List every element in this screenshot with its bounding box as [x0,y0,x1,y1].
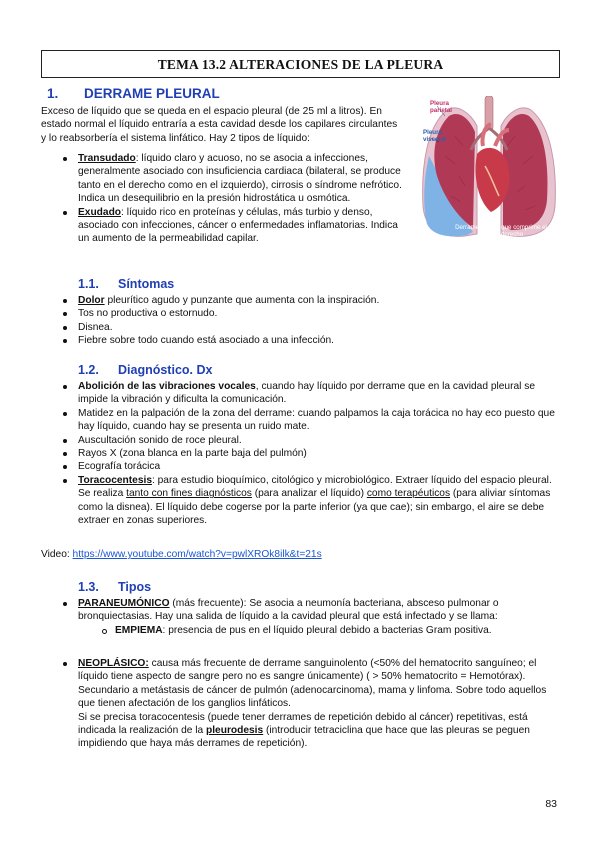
section-heading-sintomas [78,276,174,292]
video-label: Video: [41,549,73,560]
section-title: Tipos [118,580,152,594]
list-item: Dolor pleurítico agudo y punzante que aumenta con la inspiración. [41,294,561,307]
pleural-effusion-figure [415,96,563,248]
section-heading-tipos [78,579,151,595]
list-item: Rayos X (zona blanca en la parte baja del pulmón) [41,447,563,460]
term-paraneumonico: PARANEUMÓNICO [78,598,170,609]
list-item: Fiebre sobre todo cuando está asociado a una infección. [41,334,561,347]
section-heading-diagnostico [78,362,212,378]
page-title: TEMA 13.2 ALTERACIONES DE LA PLEURA [41,50,560,78]
term-transudado: Transudado [78,153,136,164]
list-item: Auscultación sonido de roce pleural. [41,434,563,447]
term-exudado: Exudado [78,206,122,218]
term-neoplasico: NEOPLÁSICO: [78,658,149,669]
tipos-list-2 [41,657,563,751]
intro-paragraph: Exceso de líquido que se queda en el espacio pleural (de 25 ml a litros). En estado normal el líquido entraría a esta cavidad desde los capilares circulantes y lo reabsorbería el sistema linfático. Hay 2 tipos de líquido: [41,106,398,144]
fluid-types-list [41,152,406,246]
list-item: Exudado: líquido rico en proteínas y células, más turbio y denso, asociado con infecciones, cáncer o enfermedades inflamatorias. Indica un aumento de la permeabilidad capilar. [41,206,406,246]
list-item: PARANEUMÓNICO (más frecuente): Se asocia a neumonía bacteriana, absceso pulmonar o bronquiectasias. Hay una salida de líquido a la cavidad pleural que está infectado y se llama: [41,597,561,624]
label-pleura-visceral: Pleura visceral [423,129,447,143]
list-item: Ecografía torácica [41,460,563,473]
video-line [41,548,561,561]
term-empiema: EMPIEMA [115,624,163,636]
term-pleurodesis: pleurodesis [206,725,264,737]
list-item: Tos no productiva o estornudo. [41,307,561,320]
label-pleura-parietal: Pleura parietal [430,100,453,114]
sintomas-list [41,294,561,348]
list-item: Matidez en la palpación de la zona del derrame: cuando palpamos la caja torácica no hay eco puesto que hay líquido, cuando hay se presenta un ruido mate. [41,407,563,434]
page-number: 83 [545,798,557,810]
section-number: 1.3. [78,580,99,594]
tipos-list-1 [41,597,561,637]
section-heading-derrame [41,85,220,103]
term-abolicion: Abolición de las vibraciones vocales [78,381,256,392]
term-toracocentesis: Toracocentesis [78,474,152,486]
list-item: NEOPLÁSICO: causa más frecuente de derrame sanguinolento (<50% del hematocrito sanguíneo; el líquido tiene aspecto de sangre pero no es sangre únicamente) ( > 50% hematocrito = Hemotórax). Secundario a metástasis de cáncer de pulmón (adenocarcinoma), mama y linfoma. Sobre todo aquellos que tienen afectación de los ganglios linfáticos. Si se precisa toracocentesis (puede tener derrames de repetición debido al cáncer) repetitivas, está indicada la realización de la pleurodesis (introducir tetraciclina que hace que las pleuras se peguen impidiendo que haya más derrames de repetición). [41,657,563,751]
list-item: Toracocentesis: para estudio bioquímico, citológico y microbiológico. Extraer líquido del espacio pleural. Se realiza tanto con fines diagnósticos (para analizar el líquido) como terapéuticos (para aliviar síntomas como la disnea). El líquido debe cogerse por la parte inferior (ya que cae); sin embargo, el aire se debe extraer en zonas superiores. [41,474,563,528]
list-item: Disnea. [41,321,561,334]
term-dolor: Dolor [78,295,105,306]
section-title: Síntomas [118,277,175,291]
section-number: 1.2. [78,363,99,377]
video-link[interactable]: https://www.youtube.com/watch?v=pwlXROk8ilk&t=21s [72,549,322,560]
figure-caption: Derrame pleural que comprime el pulmón derecho [455,224,547,239]
list-item: EMPIEMA: presencia de pus en el líquido pleural debido a bacterias Gram positiva. [41,624,561,637]
section-title: Diagnóstico. Dx [118,363,213,377]
section-number: 1.1. [78,277,99,291]
list-item: Abolición de las vibraciones vocales, cuando hay líquido por derrame que en la cavidad pleural se impide la vibración y dificulta la comunicación. [41,380,563,407]
diagnostico-list [41,380,563,527]
section-number: 1. [47,86,59,101]
list-item: Transudado: líquido claro y acuoso, no se asocia a infecciones, generalmente asociado con insuficiencia cardiaca (bilateral, se produce tanto en el derecho como en el izquierdo), cirrosis o síndrome nefrótico. Indica un desequilibrio en la presión hidrostática u osmótica. [41,152,406,206]
section-title: DERRAME PLEURAL [84,86,220,101]
